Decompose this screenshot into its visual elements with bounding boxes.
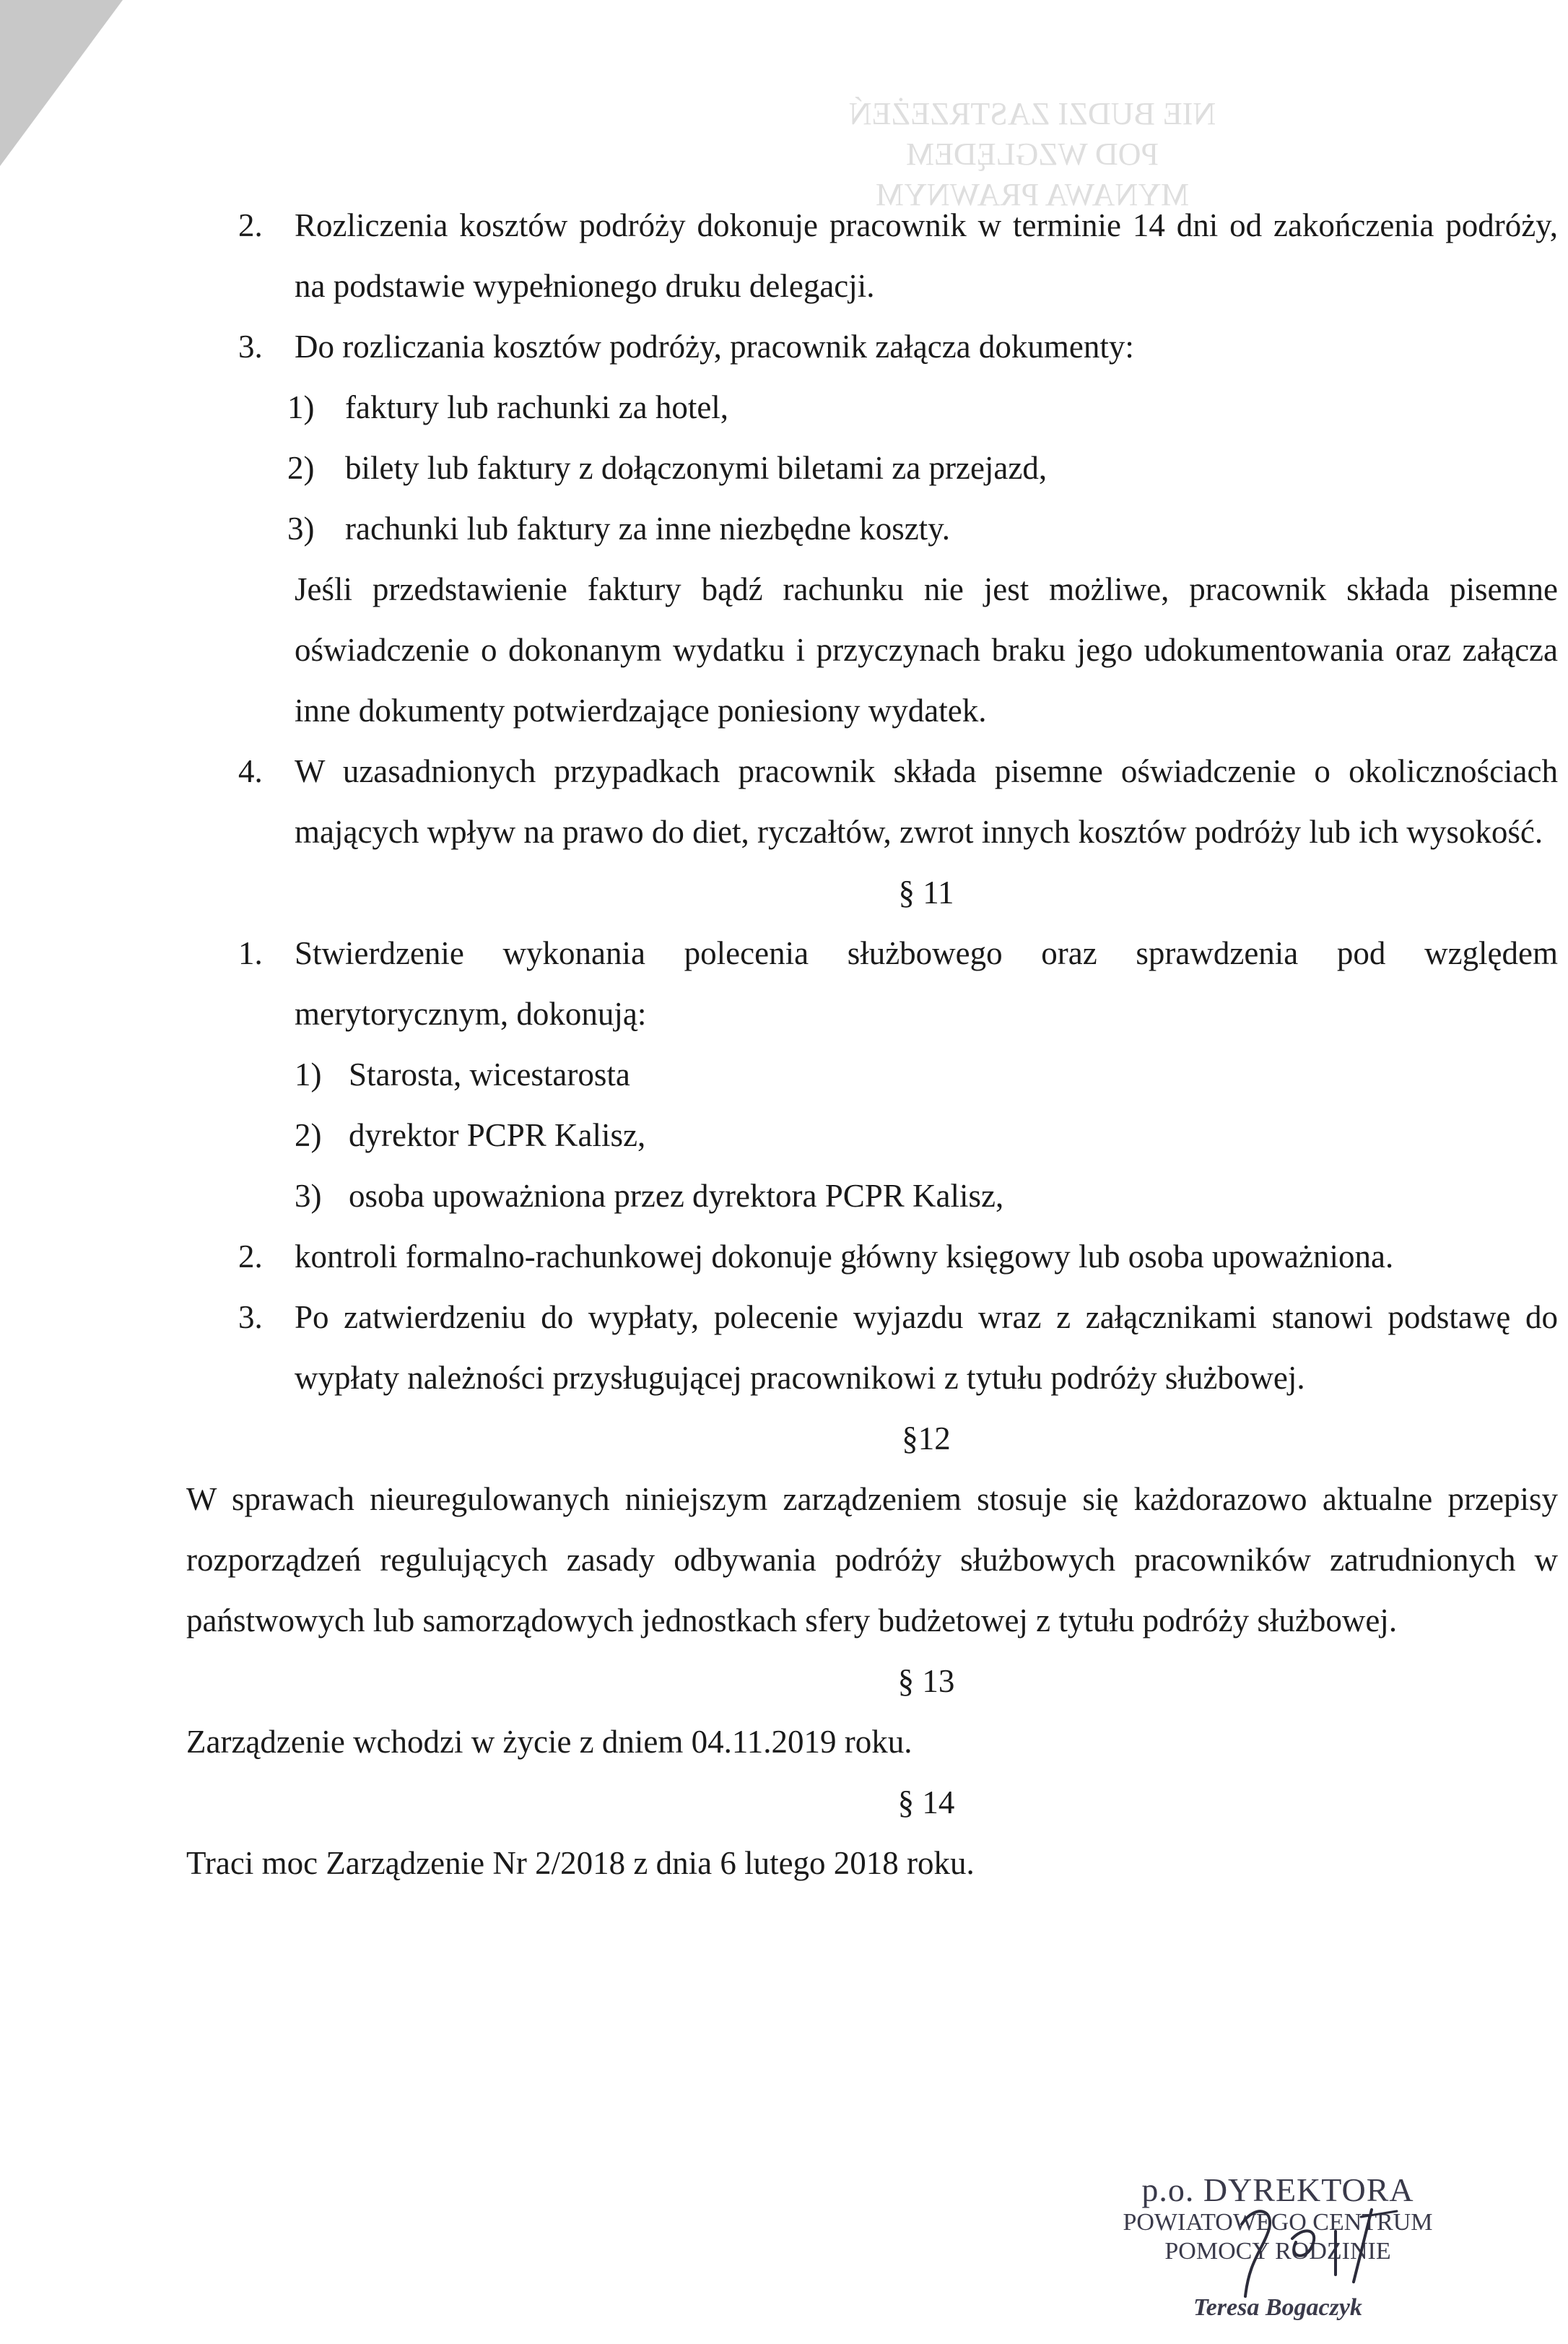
section11-subitem-2 [186, 1105, 1558, 1166]
section14-text: Traci moc Zarządzenie Nr 2/2018 z dnia 6 lutego 2018 roku. [186, 1845, 975, 1881]
section12-heading: §12 [902, 1420, 951, 1457]
item-text: kontroli formalno-rachunkowej dokonuje główny księgowy lub osoba upoważniona. [295, 1238, 1394, 1275]
item-number: 2. [238, 207, 263, 243]
section10-subitem-1 [186, 377, 1558, 438]
section11-subitem-1 [186, 1044, 1558, 1105]
subitem-text: Starosta, wicestarosta [349, 1056, 630, 1093]
item-number: 4. [238, 753, 263, 789]
ghost-stamp-line: POD WZGLĘDEM [906, 136, 1159, 172]
section10-item-2 [186, 195, 1558, 316]
subitem-number: 1) [287, 389, 315, 425]
section11-item-1 [186, 923, 1558, 1044]
section10-subitem-3 [186, 498, 1558, 559]
stamp-org-line-2: POMOCY RODZINIE [1164, 2238, 1391, 2265]
item-text: W uzasadnionych przypadkach pracownik składa pisemne oświadczenie o okolicznościach mających wpływ na prawo do diet, ryczałtów, zwrot innych kosztów podróży lub ich wysokość. [295, 753, 1558, 850]
item-number: 2. [238, 1238, 263, 1275]
section13-heading: § 13 [897, 1663, 955, 1699]
ghost-stamp-line: MYNAWA PRAWNYM [875, 177, 1190, 212]
subitem-text: bilety lub faktury z dołączonymi biletami za przejazd, [345, 450, 1047, 486]
item-number: 1. [238, 935, 263, 971]
section13-text: Zarządzenie wchodzi w życie z dniem 04.11.2019 roku. [186, 1724, 913, 1760]
section12-text: W sprawach nieuregulowanych niniejszym zarządzeniem stosuje się każdorazowo aktualne przepisy rozporządzeń regulujących zasady odbywania podróży służbowych pracowników zatrudnionych w państwowych lub samorządowych jednostkach sfery budżetowej z tytułu podróży służbowej. [186, 1481, 1558, 1638]
item-text: Po zatwierdzeniu do wypłaty, polecenie wyjazdu wraz z załącznikami stanowi podstawę do wypłaty należności przysługującej pracownikowi z tytułu podróży służbowej. [295, 1299, 1558, 1396]
section14-heading: § 14 [897, 1784, 955, 1820]
item-text: Stwierdzenie wykonania polecenia służbowego oraz sprawdzenia pod względem merytorycznym, dokonują: [295, 935, 1558, 1032]
section10-subitem-2 [186, 438, 1558, 498]
section11-item-2 [186, 1226, 1558, 1287]
section11-heading: § 11 [898, 874, 954, 911]
subitem-number: 1) [295, 1056, 322, 1093]
section10-item-4 [186, 741, 1558, 862]
document-body [186, 195, 1558, 1893]
stamp-title: p.o. DYREKTORA [1141, 2171, 1414, 2208]
stamp-name: Teresa Bogaczyk [1193, 2294, 1362, 2321]
subitem-text: faktury lub rachunki za hotel, [345, 389, 729, 425]
item-number: 3. [238, 1299, 263, 1335]
item-number: 3. [238, 329, 263, 365]
item-text: Rozliczenia kosztów podróży dokonuje pracownik w terminie 14 dni od zakończenia podróży, na podstawie wypełnionego druku delegacji. [295, 207, 1558, 304]
subitem-number: 3) [287, 511, 315, 547]
ghost-stamp-line: NIE BUDZI ZASTRZEŻEŃ [848, 96, 1216, 131]
page-corner-fold [0, 0, 123, 166]
subitem-number: 3) [295, 1178, 322, 1214]
section11-item-3 [186, 1287, 1558, 1408]
subitem-number: 2) [287, 450, 315, 486]
item-text: Do rozliczania kosztów podróży, pracownik załącza dokumenty: [295, 329, 1134, 365]
section11-subitem-3 [186, 1166, 1558, 1226]
section10-note: Jeśli przedstawienie faktury bądź rachunku nie jest możliwe, pracownik składa pisemne oświadczenie o dokonanym wydatku i przyczynach braku jego udokumentowania oraz załącza inne dokumenty potwierdzające poniesiony wydatek. [295, 571, 1558, 729]
subitem-text: osoba upoważniona przez dyrektora PCPR Kalisz, [349, 1178, 1004, 1214]
subitem-text: rachunki lub faktury za inne niezbędne koszty. [345, 511, 951, 547]
handwritten-signature [1227, 2195, 1415, 2311]
stamp-org-line-1: POWIATOWEGO CENTRUM [1123, 2209, 1433, 2236]
section10-item-3 [186, 316, 1558, 377]
subitem-number: 2) [295, 1117, 322, 1153]
subitem-text: dyrektor PCPR Kalisz, [349, 1117, 646, 1153]
